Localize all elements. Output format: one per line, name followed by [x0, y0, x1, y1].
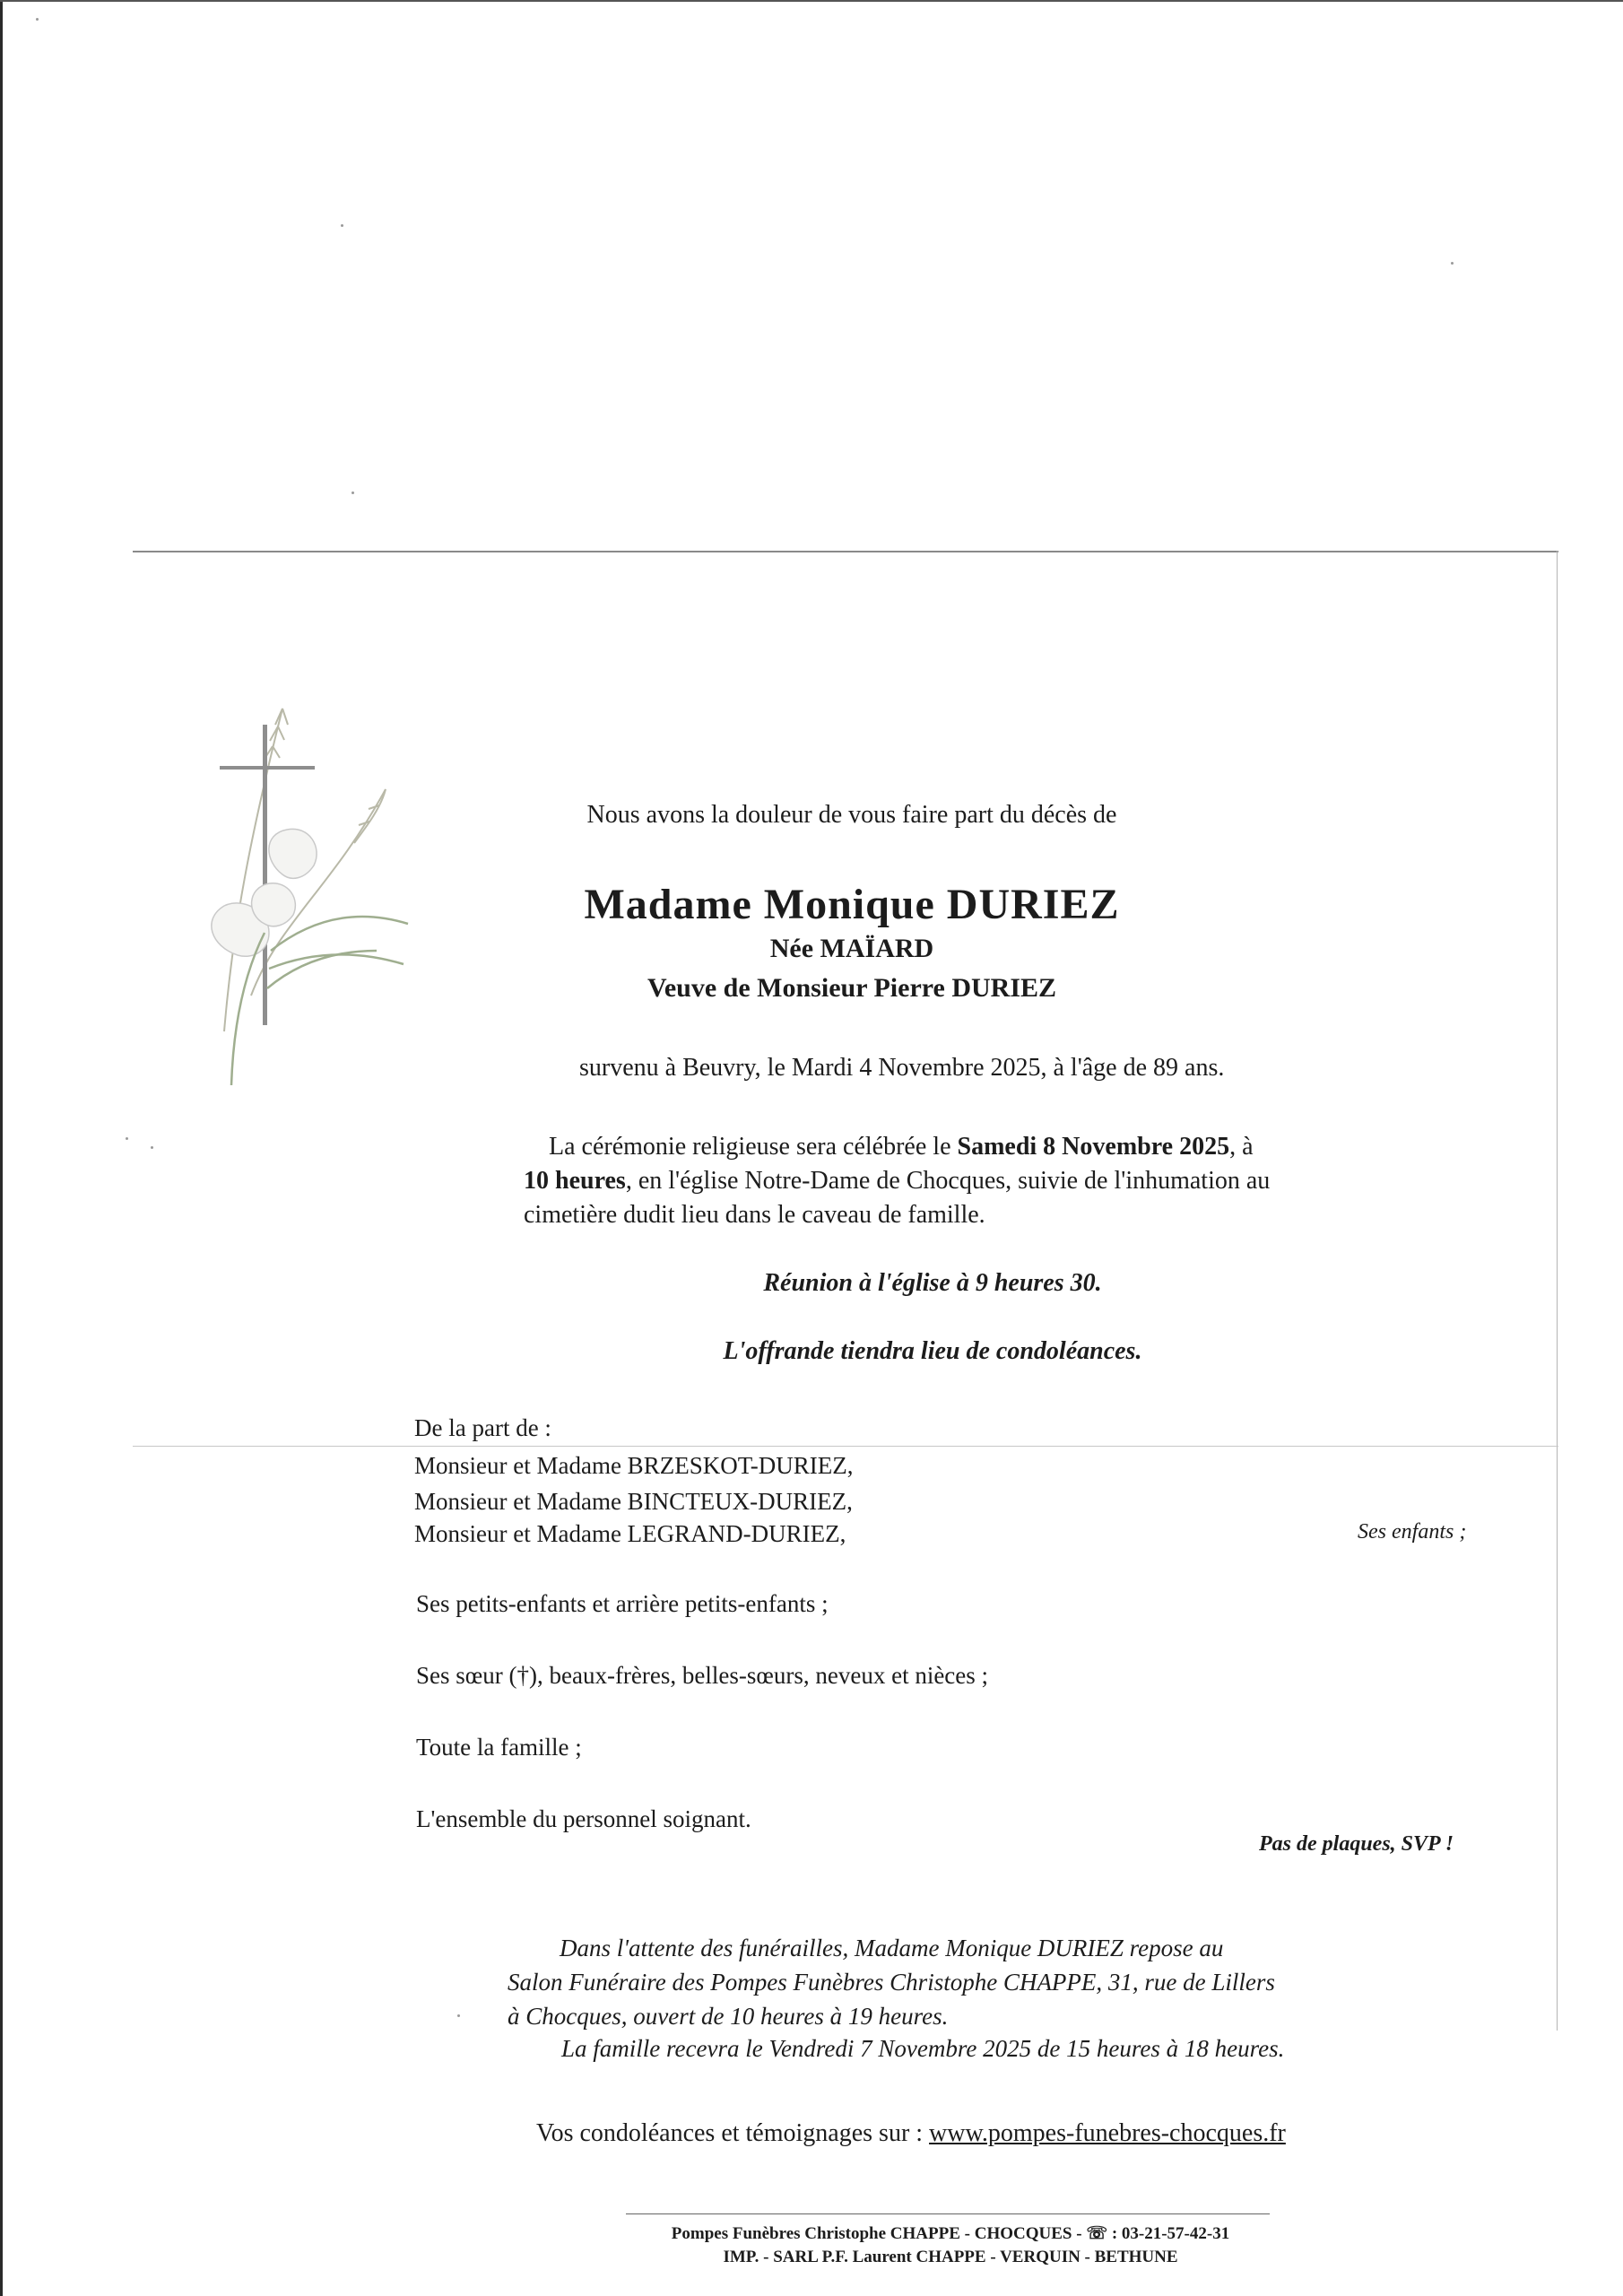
ceremony-date: Samedi 8 Novembre 2025 [957, 1133, 1230, 1161]
offrande-notice: L'offrande tiendra lieu de condoléances. [723, 1337, 1142, 1365]
ceremony-text: , en l'église Notre-Dame de Chocques, suivie de l'inhumation au [625, 1167, 1271, 1195]
scan-speck [151, 1146, 153, 1149]
card-fold-rule [133, 1446, 1558, 1447]
ceremony-line-2 [524, 1166, 1270, 1196]
scan-speck [1451, 262, 1454, 265]
scan-speck [36, 18, 39, 21]
phone-icon: ☏ [1086, 2224, 1108, 2243]
cross-lily-illustration [126, 655, 430, 1094]
birth-name: Née MAÏARD [769, 934, 934, 963]
scan-speck [352, 491, 354, 494]
child-entry: Monsieur et Madame BINCTEUX-DURIEZ, [414, 1488, 853, 1515]
footer-top-rule [626, 2213, 1270, 2214]
child-entry: Monsieur et Madame LEGRAND-DURIEZ, [414, 1520, 846, 1547]
scan-border-left [0, 0, 3, 2296]
footer-company: Pompes Funèbres Christophe CHAPPE - CHOCQUES - [671, 2224, 1087, 2243]
footer-line-1 [556, 2224, 1345, 2245]
ceremony-line-1 [549, 1132, 1254, 1162]
deceased-name: Madame Monique DURIEZ [584, 881, 1120, 928]
ceremony-text: La cérémonie religieuse sera célébrée le [549, 1133, 958, 1161]
salon-line-1: Dans l'attente des funérailles, Madame Monique DURIEZ repose au [560, 1935, 1224, 1961]
salon-line-2: Salon Funéraire des Pompes Funèbres Christophe CHAPPE, 31, rue de Lillers [508, 1969, 1275, 1996]
grandchildren-line: Ses petits-enfants et arrière petits-enfants ; [416, 1590, 829, 1617]
staff-line: L'ensemble du personnel soignant. [416, 1805, 751, 1832]
footer-line-2: IMP. - SARL P.F. Laurent CHAPPE - VERQUIN - BETHUNE [723, 2248, 1178, 2266]
scan-border-top [0, 0, 1623, 2]
siblings-line: Ses sœur (†), beaux-frères, belles-sœurs, neveux et nièces ; [416, 1662, 989, 1689]
footer-phone: : 03-21-57-42-31 [1107, 2224, 1230, 2243]
child-entry: Monsieur et Madame BRZESKOT-DURIEZ, [414, 1452, 854, 1479]
scan-speck [341, 224, 343, 227]
family-line: Toute la famille ; [416, 1734, 582, 1761]
death-details: survenu à Beuvry, le Mardi 4 Novembre 2025, à l'âge de 89 ans. [579, 1054, 1225, 1082]
card-top-rule [133, 551, 1558, 552]
scan-speck [457, 2014, 460, 2017]
ceremony-time: 10 heures [524, 1167, 626, 1195]
condolences-link[interactable]: www.pompes-funebres-chocques.fr [929, 2119, 1286, 2147]
ceremony-line-3: cimetière dudit lieu dans le caveau de famille. [524, 1201, 985, 1229]
card-right-rule [1557, 551, 1558, 2031]
salon-line-4: La famille recevra le Vendredi 7 Novembre 2025 de 15 heures à 18 heures. [561, 2035, 1285, 2062]
intro-text: Nous avons la douleur de vous faire part du décès de [586, 801, 1117, 829]
reunion-notice: Réunion à l'église à 9 heures 30. [763, 1269, 1102, 1297]
ceremony-text: , à [1229, 1133, 1254, 1161]
children-label: Ses enfants ; [1358, 1520, 1467, 1544]
condolences-label: Vos condoléances et témoignages sur : [536, 2119, 930, 2147]
condolences-line [536, 2118, 1286, 2149]
from-label: De la part de : [414, 1414, 551, 1441]
salon-line-3: à Chocques, ouvert de 10 heures à 19 heures. [508, 2003, 949, 2030]
widow-of: Veuve de Monsieur Pierre DURIEZ [647, 973, 1057, 1003]
no-plaques-notice: Pas de plaques, SVP ! [1259, 1832, 1454, 1856]
scan-speck [126, 1137, 128, 1140]
